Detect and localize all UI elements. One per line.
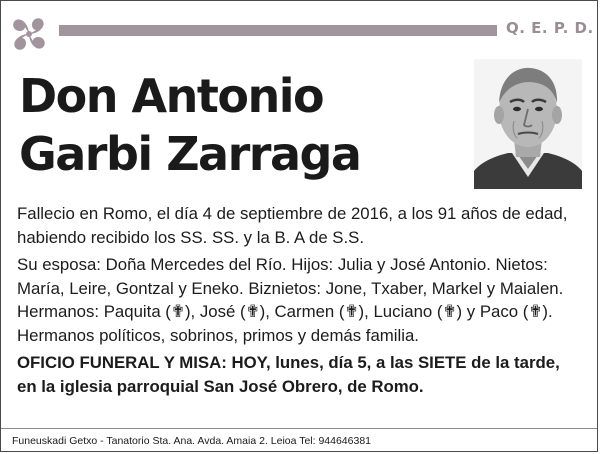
death-details: Fallecio en Romo, el día 4 de septiembre de 2016, a los 91 años de edad, habiendo recibido los SS. SS. y la B. A de S.S. xyxy=(17,204,568,247)
qepd-badge: Q. E. P. D. xyxy=(506,19,594,37)
deceased-name xyxy=(19,67,360,183)
name-line-2: Garbi Zarraga xyxy=(19,127,361,181)
lauburu-icon xyxy=(6,11,52,57)
portrait-illustration xyxy=(474,59,582,189)
funeral-details: OFICIO FUNERAL Y MISA: HOY, lunes, día 5, a las SIETE de la tarde, en la iglesia parroquial San José Obrero, de Romo. xyxy=(17,353,560,396)
portrait-photo xyxy=(474,59,582,189)
family-list: Su esposa: Doña Mercedes del Río. Hijos: Julia y José Antonio. Nietos: María, Leire, Gontzal y Eneko. Biznietos: Jone, Txaber, Markel y Maialen. Hermanos: Paquita (✟), José (✟), Carmen (✟), Luciano (✟) y Paco (✟). Hermanos políticos, sobrinos, primos y demás familia. xyxy=(17,255,564,345)
footer-divider xyxy=(1,428,597,429)
name-line-1: Don Antonio xyxy=(19,69,324,123)
notice-body xyxy=(17,202,583,402)
header-bar xyxy=(59,25,497,36)
funeral-home-info: Funeuskadi Getxo - Tanatorio Sta. Ana. Avda. Amaia 2. Leioa Tel: 944646381 xyxy=(12,435,372,447)
